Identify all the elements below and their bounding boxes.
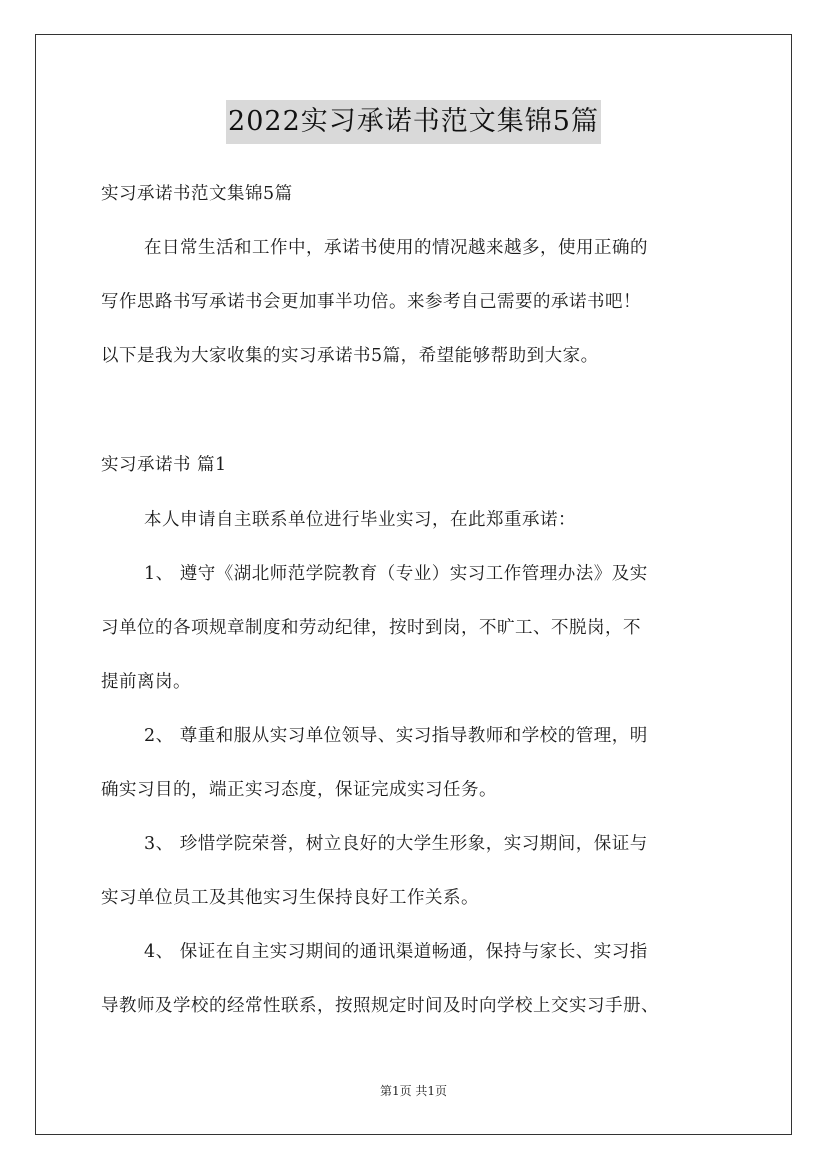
list-item-line: 1、 遵守《湖北师范学院教育（专业）实习工作管理办法》及实 [144, 564, 648, 584]
list-item-line: 导教师及学校的经常性联系，按照规定时间及时向学校上交实习手册、 [101, 996, 659, 1016]
title-container [0, 100, 827, 144]
subtitle-line: 实习承诺书范文集锦5篇 [101, 184, 293, 204]
list-item-line: 实习单位员工及其他实习生保持良好工作关系。 [101, 888, 479, 908]
list-item-line: 习单位的各项规章制度和劳动纪律，按时到岗，不旷工、不脱岗，不 [101, 618, 641, 638]
page-footer: 第1页 共1页 [379, 1084, 448, 1098]
list-item-line: 2、 尊重和服从实习单位领导、实习指导教师和学校的管理，明 [144, 726, 648, 746]
section-heading: 实习承诺书 篇1 [101, 455, 227, 475]
paragraph-line: 以下是我为大家收集的实习承诺书5篇，希望能够帮助到大家。 [101, 346, 599, 366]
paragraph-line: 在日常生活和工作中，承诺书使用的情况越来越多，使用正确的 [144, 238, 648, 258]
document-title: 2022实习承诺书范文集锦5篇 [226, 100, 601, 144]
list-item-line: 确实习目的，端正实习态度，保证完成实习任务。 [101, 780, 497, 800]
paragraph-line: 本人申请自主联系单位进行毕业实习，在此郑重承诺： [144, 510, 576, 530]
list-item-line: 3、 珍惜学院荣誉，树立良好的大学生形象，实习期间，保证与 [144, 834, 648, 854]
paragraph-line: 写作思路书写承诺书会更加事半功倍。来参考自己需要的承诺书吧！ [101, 292, 641, 312]
list-item-line: 4、 保证在自主实习期间的通讯渠道畅通，保持与家长、实习指 [144, 942, 648, 962]
list-item-line: 提前离岗。 [101, 672, 191, 692]
